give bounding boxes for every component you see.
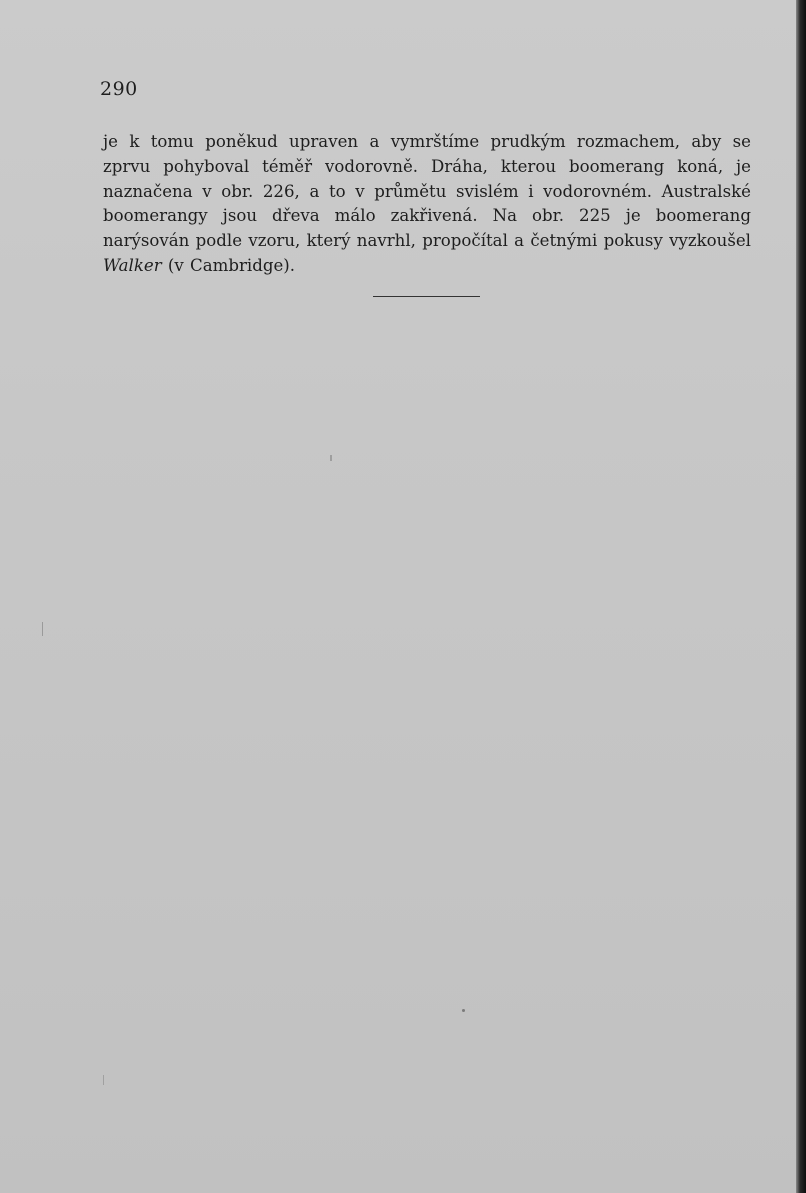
paper-speck [462,1009,465,1012]
paper-speck [330,455,332,461]
page-edge-shadow [796,0,806,1193]
paragraph-text: je k tomu poněkud upraven a vymrštíme prudkým rozmachem, aby se zprvu pohyboval téměř vodorovně. Dráha, kterou boomerang koná, je naznačena v obr. 226, a to v průmětu svislém i vodorovném. Australské boomerangy jsou dřeva málo zakřivená. Na obr. 225 je boomerang narýsován podle vzoru, který navrhl, propočítal a četnými pokusy vyzkoušel [103,132,751,251]
section-end-rule [373,296,480,297]
body-paragraph [103,130,751,279]
paper-speck [103,1075,104,1085]
page-number: 290 [100,78,138,100]
paragraph-tail: (v Cambridge). [161,255,296,275]
author-name: Walker [103,255,162,275]
paper-speck [42,622,43,636]
